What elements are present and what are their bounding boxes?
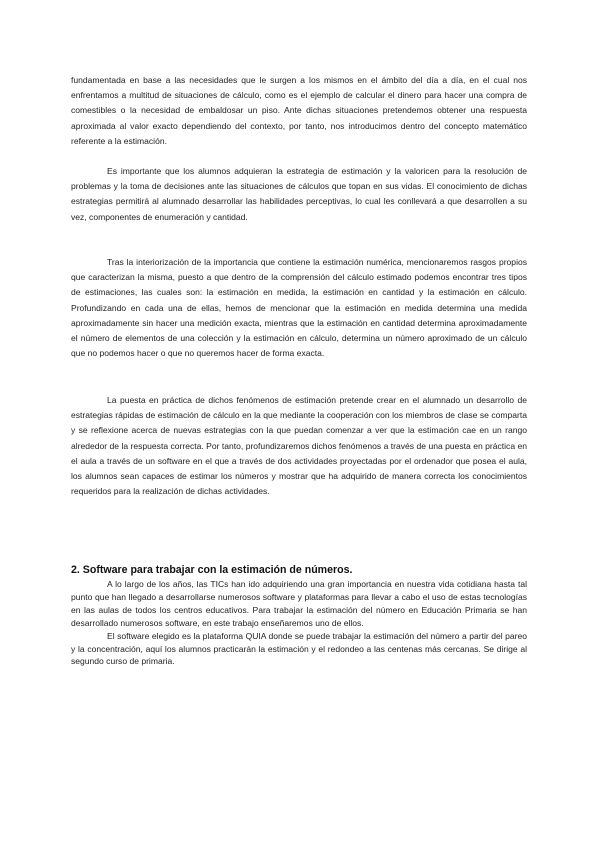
paragraph-6-body: El software elegido es la plataforma QUIA donde se puede trabajar la estimación del número a partir del pareo y la concentración, aquí los alumnos practicarán la estimación y el redondeo a las centenas más cercanas. Se dirige al segundo curso de primaria. xyxy=(71,630,527,667)
section-heading: 2. Software para trabajar con la estimación de números. xyxy=(71,564,353,576)
paragraph-3 xyxy=(71,255,527,361)
paragraph-4-text xyxy=(71,393,527,499)
paragraph-3-body: Tras la interiorización de la importancia que contiene la estimación numérica, mencionaremos rasgos propios que caracterizan la misma, puesto a que dentro de la comprensión del cálculo estimado podemos encontrar tres tipos de estimaciones, las cuales son: la estimación en medida, la estimación en cantidad y la estimación en cálculo. Profundizando en cada una de ellas, hemos de mencionar que la estimación en medida determina una medida aproximadamente sin hacer una medición exacta, mientras que la estimación en cantidad determina aproximadamente el número de elementos de una colección y la estimación en cálculo, determina un número aproximado de un cálculo que no podemos hacer o que no queremos hacer de forma exacta. xyxy=(71,257,527,359)
paragraph-4-body: La puesta en práctica de dichos fenómenos de estimación pretende crear en el alumnado un desarrollo de estrategias rápidas de estimación de cálculo en la que mediante la cooperación con los miembros de clase se comparta y se reflexione acerca de nuevas estrategias con la que puedan comenzar a ver que la estimación cae en un rango alrededor de la respuesta correcta. Por tanto, profundizaremos dichos fenómenos a través de una puesta en práctica en el aula a través de un software en el que a través de dos actividades proyectadas por el ordenador que posea el aula, los alumnos sean capaces de estimar los números y mostrar que ha adquirido de manera correcta los conocimientos requeridos para la realización de dichas actividades. xyxy=(71,395,527,497)
paragraph-6-text xyxy=(71,630,527,669)
paragraph-4 xyxy=(71,393,527,499)
paragraph-5-body: A lo largo de los años, las TICs han ido adquiriendo una gran importancia en nuestra vida cotidiana hasta tal punto que han llegado a desarrollarse numerosos software y plataformas para llevar a cabo el uso de estas tecnologías en las aulas de todos los centros educativos. Para trabajar la estimación del número en Educación Primaria se han desarrollado numerosos software, en este trabajo enseñaremos uno de ellos. xyxy=(71,579,527,628)
paragraph-2-text xyxy=(71,164,527,225)
paragraph-5-text xyxy=(71,578,527,630)
section-body xyxy=(71,578,527,668)
paragraph-2 xyxy=(71,164,527,225)
paragraph-2-body: Es importante que los alumnos adquieran la estrategia de estimación y la valoricen para la resolución de problemas y la toma de decisiones ante las situaciones de cálculos que topan en sus vidas. El conocimiento de dichas estrategias permitirá al alumnado desarrollar las habilidades perceptivas, lo cual les conllevará a que desarrollen a su vez, componentes de enumeración y cantidad. xyxy=(71,166,527,222)
paragraph-3-text xyxy=(71,255,527,361)
paragraph-1-text: fundamentada en base a las necesidades que le surgen a los mismos en el ámbito del día a día, en el cual nos enfrentamos a multitud de situaciones de cálculo, como es el ejemplo de calcular el dinero para hacer una compra de comestibles o la necesidad de embaldosar un piso. Ante dichas situaciones pretendemos obtener una respuesta aproximada al valor exacto dependiendo del contexto, por tanto, nos introducimos dentro del concepto matemático referente a la estimación. xyxy=(71,75,527,146)
paragraph-1 xyxy=(71,73,527,149)
